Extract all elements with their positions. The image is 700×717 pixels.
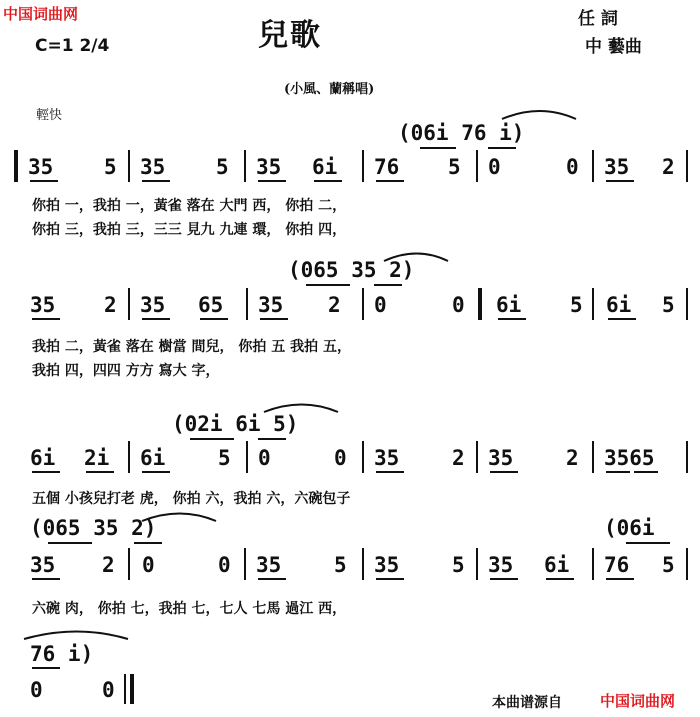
note-group: 0: [102, 678, 115, 702]
slur-mark: [262, 397, 342, 415]
note-group: 35: [256, 155, 282, 179]
tempo-marking: 輕快: [36, 108, 63, 123]
note-group: 6i: [140, 446, 166, 470]
intro-phrase: 76 i): [30, 642, 94, 666]
slur-mark: [500, 103, 580, 123]
note-group: 35: [374, 553, 400, 577]
note-group: 5: [334, 553, 347, 577]
note-group: 0: [334, 446, 347, 470]
note-group: 35: [488, 446, 514, 470]
lyrics-verse-2: 你拍 三，我拍 三，三三 見九 九連 環， 你拍 四，: [32, 222, 347, 238]
intro-phrase: (065 35 2): [30, 516, 157, 540]
note-group: 76: [604, 553, 630, 577]
note-group: 5: [218, 446, 231, 470]
note-group: 2: [662, 155, 675, 179]
note-group: 35: [30, 293, 56, 317]
lyrics-verse-1: 我拍 二，黃雀 落在 樹當 間兒， 你拍 五 我拍 五，: [32, 339, 351, 355]
note-group: 2: [452, 446, 465, 470]
intro-phrase: (02i 6i 5): [172, 412, 299, 436]
note-group: 2: [328, 293, 341, 317]
lyrics-verse-1: 你拍 一，我拍 一，黃雀 落在 大門 西， 你拍 二，: [32, 198, 347, 214]
note-group: 6i: [544, 553, 570, 577]
note-group: 5: [448, 155, 461, 179]
note-group: 6i: [496, 293, 522, 317]
note-group: 6i: [606, 293, 632, 317]
note-group: 2: [102, 553, 115, 577]
note-group: 5: [216, 155, 229, 179]
note-group: 5: [452, 553, 465, 577]
note-group: 6i: [30, 446, 56, 470]
note-group: 2: [104, 293, 117, 317]
lyrics-verse-1: 六碗 肉， 你拍 七，我拍 七，七人 七馬 過江 西，: [32, 601, 347, 617]
note-group: 2i: [84, 446, 110, 470]
note-group: 35: [374, 446, 400, 470]
lyricist-credit: 任 詞: [578, 9, 618, 29]
slur-mark: [382, 246, 452, 264]
note-group: 35: [140, 293, 166, 317]
note-group: 5: [570, 293, 583, 317]
note-group: 35: [28, 155, 54, 179]
song-title: 兒歌: [258, 18, 322, 53]
note-group: 5: [662, 553, 675, 577]
slur-mark: [140, 506, 220, 524]
watermark-site: 中国词曲网: [600, 692, 676, 710]
note-group: 35: [256, 553, 282, 577]
intro-phrase: (06i: [604, 516, 655, 540]
note-group: 0: [30, 678, 43, 702]
note-group: 5: [662, 293, 675, 317]
note-group: 3565: [604, 446, 655, 470]
intro-phrase: (06i 76 i): [398, 121, 525, 145]
note-group: 35: [604, 155, 630, 179]
note-group: 0: [566, 155, 579, 179]
source-note: 本曲谱源自: [492, 695, 562, 711]
note-group: 35: [258, 293, 284, 317]
note-group: 6i: [312, 155, 338, 179]
note-group: 35: [140, 155, 166, 179]
note-group: 2: [566, 446, 579, 470]
note-group: 5: [104, 155, 117, 179]
note-group: 0: [218, 553, 231, 577]
lyrics-verse-1: 五個 小孩兒打老 虎， 你拍 六，我拍 六，六碗包子: [32, 491, 351, 507]
intro-phrase: (065 35 2): [288, 258, 415, 282]
note-group: 0: [452, 293, 465, 317]
note-group: 0: [258, 446, 271, 470]
performers-note: (小風、蘭稱唱): [284, 82, 375, 97]
note-group: 35: [488, 553, 514, 577]
note-group: 35: [30, 553, 56, 577]
lyrics-verse-2: 我拍 四，四四 方方 寫大 字，: [32, 363, 220, 379]
note-group: 0: [142, 553, 155, 577]
watermark-logo: 中国词曲网: [3, 5, 79, 23]
note-group: 0: [488, 155, 501, 179]
note-group: 76: [374, 155, 400, 179]
composer-credit: 中 藝曲: [585, 37, 642, 57]
note-group: 0: [374, 293, 387, 317]
key-signature: C=1 2/4: [35, 36, 110, 56]
note-group: 65: [198, 293, 224, 317]
slur-mark: [22, 624, 132, 642]
